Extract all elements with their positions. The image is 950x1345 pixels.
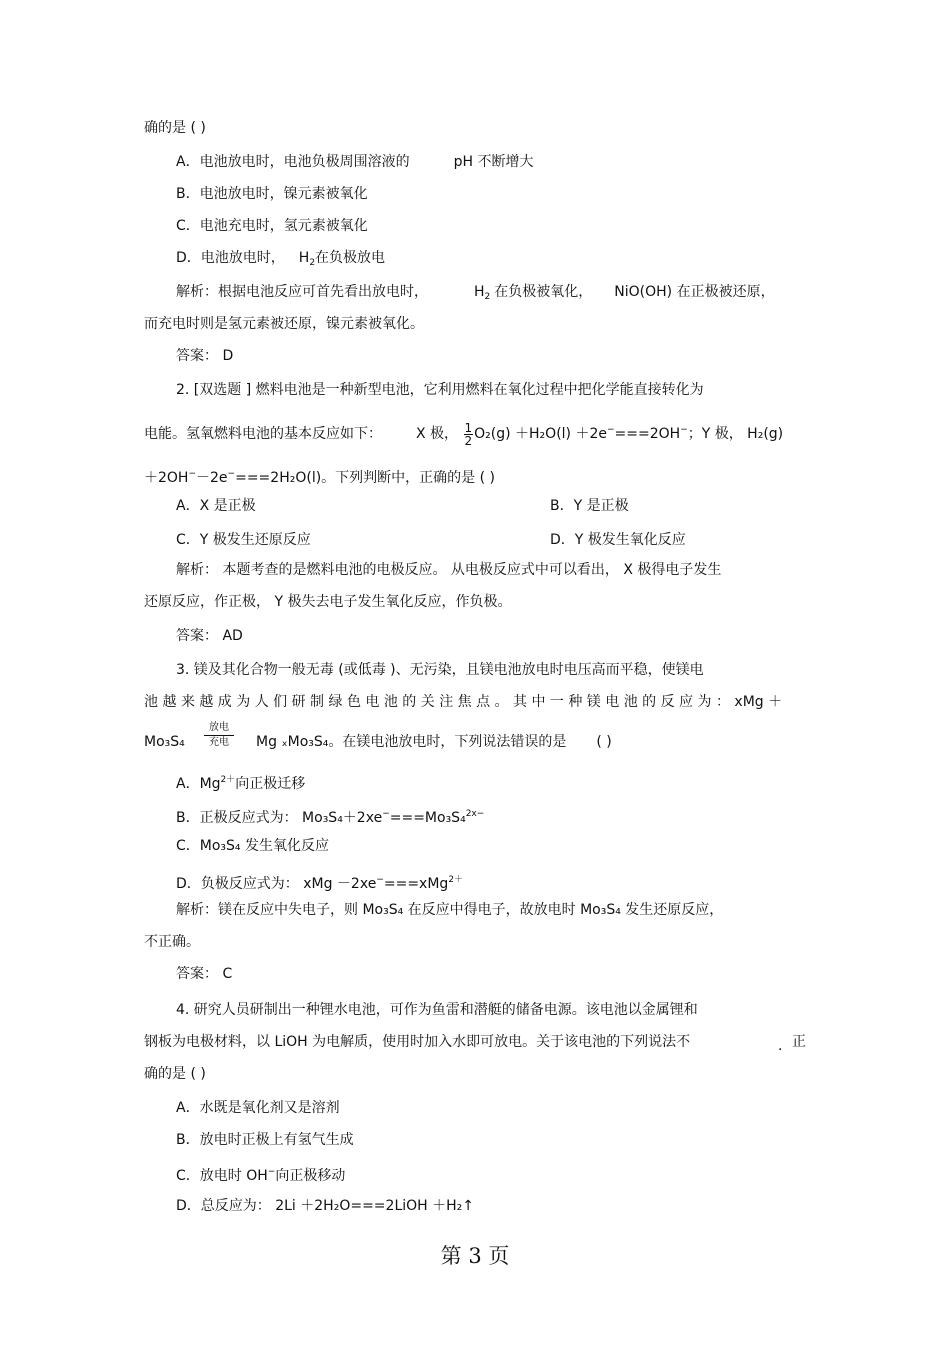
q4-option-a: A．水既是氧化剂又是溶剂 (176, 1100, 340, 1116)
q2-option-a: A．X 是正极 (176, 498, 256, 514)
q3-option-c: C．Mo₃S₄ 发生氧化反应 (176, 838, 329, 854)
q4-stem-line2-end: 正 (792, 1034, 806, 1050)
q3-stem-line1: 3. 镁及其化合物一般无毒 (或低毒 )、无污染，且镁电池放电时电压高而平稳，使镁电 (176, 662, 704, 678)
q2-stem-line1: 2. [双选题 ] 燃料电池是一种新型电池，它利用燃料在氧化过程中把化学能直接转化为 (176, 382, 704, 398)
q3-analysis-line1: 解析：镁在反应中失电子，则 Mo₃S₄ 在反应中得电子，故放电时 Mo₃S₄ 发生还原反应， (176, 902, 724, 918)
q3-stem-line3-formula: Mo₃S₄ (144, 734, 185, 750)
q3-answer: 答案： C (176, 966, 233, 982)
q3-option-b: B．正极反应式为： Mo₃S₄＋2xe−===Mo₃S₄$^{2x-}$ (176, 809, 485, 826)
q3-option-d: D．负极反应式为： xMg －2xe−===xMg$^{2+}$ (176, 875, 464, 892)
q2-stem-line2: 电能。氢氧燃料电池的基本反应如下： X 极， $\frac{1}{2}$ O₂(g) ＋H₂O(l) ＋2e−===2OH−；Y 极， H₂(g) (144, 420, 784, 448)
q1-stem-tail: 确的是 ( ) (144, 120, 206, 136)
q2-stem-line3: ＋2OH−－2e−===2H₂O(l)。下列判断中，正确的是 ( ) (144, 469, 495, 486)
page-number: 第 3 页 (440, 1244, 510, 1268)
q4-stem-line2: 钢板为电极材料，以 LiOH 为电解质，使用时加入水即可放电。关于该电池的下列说法不 (144, 1034, 691, 1050)
q3-option-a: A．$Mg^{2+}$向正极迁移 (176, 775, 306, 792)
q1-option-b: B．电池放电时，镍元素被氧化 (176, 186, 368, 202)
q2-answer: 答案： AD (176, 628, 243, 644)
q2-analysis-line1: 解析： 本题考查的是燃料电池的电极反应。 从电极反应式中可以看出， X 极得电子发生 (176, 562, 722, 578)
q4-option-c: C．放电时 OH−向正极移动 (176, 1167, 346, 1184)
q1-option-a: A．电池放电时，电池负极周围溶液的 pH 不断增大 (176, 154, 534, 170)
q1-answer: 答案： D (176, 348, 234, 364)
q2-option-c: C．Y 极发生还原反应 (176, 532, 311, 548)
q2-analysis-line2: 还原反应，作正极， Y 极失去电子发生氧化反应，作负极。 (144, 594, 512, 610)
q4-option-b: B．放电时正极上有氢气生成 (176, 1132, 354, 1148)
q4-stem-line3: 确的是 ( ) (144, 1066, 206, 1082)
q3-analysis-line2: 不正确。 (144, 934, 200, 950)
emphasis-dot: . (778, 1038, 783, 1054)
reversible-reaction-arrow: 放电 充电 (204, 722, 234, 749)
q2-option-b: B．Y 是正极 (550, 498, 629, 514)
q1-analysis: 解析：根据电池反应可首先看出放电时， $H_2$ 在负极被氧化， NiO(OH) 在正极被还原， (176, 284, 775, 302)
q1-analysis-line2: 而充电时则是氢元素被还原，镍元素被氧化。 (144, 316, 424, 332)
q2-option-d: D．Y 极发生氧化反应 (550, 532, 686, 548)
q4-stem-line1: 4. 研究人员研制出一种锂水电池，可作为鱼雷和潜艇的储备电源。该电池以金属锂和 (176, 1002, 698, 1018)
q1-option-c: C．电池充电时，氢元素被氧化 (176, 218, 368, 234)
q3-stem-line3: Mg ₓMo₃S₄。在镁电池放电时，下列说法错误的是 ( ) (256, 734, 612, 750)
q3-stem-line2: 池 越 来 越 成 为 人 们 研 制 绿 色 电 池 的 关 注 焦 点 。 其 中 一 种 镁 电 池 的 反 应 为 ： xMg ＋ (144, 694, 783, 710)
q1-option-d: D．电池放电时， $H_2$在负极放电 (176, 250, 386, 268)
q4-option-d: D．总反应为： 2Li ＋2H₂O===2LiOH ＋H₂↑ (176, 1198, 474, 1214)
one-half-fraction: $\frac{1}{2}$ (464, 420, 473, 448)
